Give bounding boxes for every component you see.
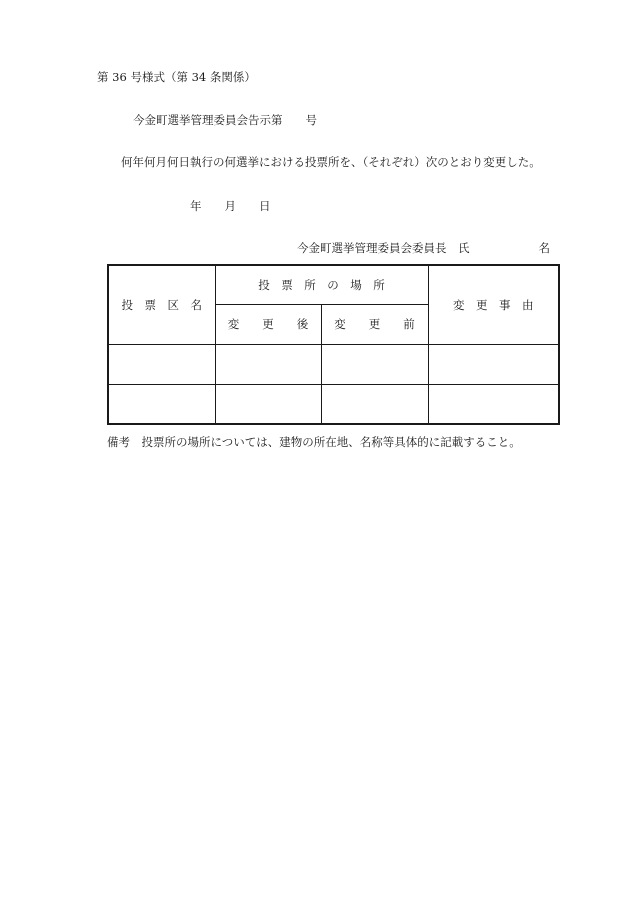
cell-district [108, 384, 215, 424]
form-number: 第 36 号様式（第 34 条関係） [97, 70, 256, 84]
cell-after [215, 384, 321, 424]
cell-after [215, 344, 321, 384]
header-before: 変 更 前 [321, 304, 428, 344]
header-after: 変 更 後 [215, 304, 321, 344]
cell-reason [428, 384, 559, 424]
notice-body: 何年何月何日執行の何選挙における投票所を、（それぞれ）次のとおり変更した。 [121, 155, 541, 169]
cell-district [108, 344, 215, 384]
polling-place-change-table [107, 264, 560, 425]
table-row [108, 384, 559, 424]
header-location: 投 票 所 の 場 所 [215, 265, 428, 304]
date-line: 年 月 日 [190, 199, 271, 213]
header-reason: 変 更 事 由 [428, 265, 559, 344]
cell-reason [428, 344, 559, 384]
notice-title: 今金町選挙管理委員会告示第 号 [133, 113, 317, 127]
table-row [108, 344, 559, 384]
remarks-note: 備考 投票所の場所については、建物の所在地、名称等具体的に記載すること。 [107, 435, 521, 449]
cell-before [321, 344, 428, 384]
header-district: 投 票 区 名 [108, 265, 215, 344]
signature-line: 今金町選挙管理委員会委員長 氏 名 [297, 241, 550, 255]
cell-before [321, 384, 428, 424]
